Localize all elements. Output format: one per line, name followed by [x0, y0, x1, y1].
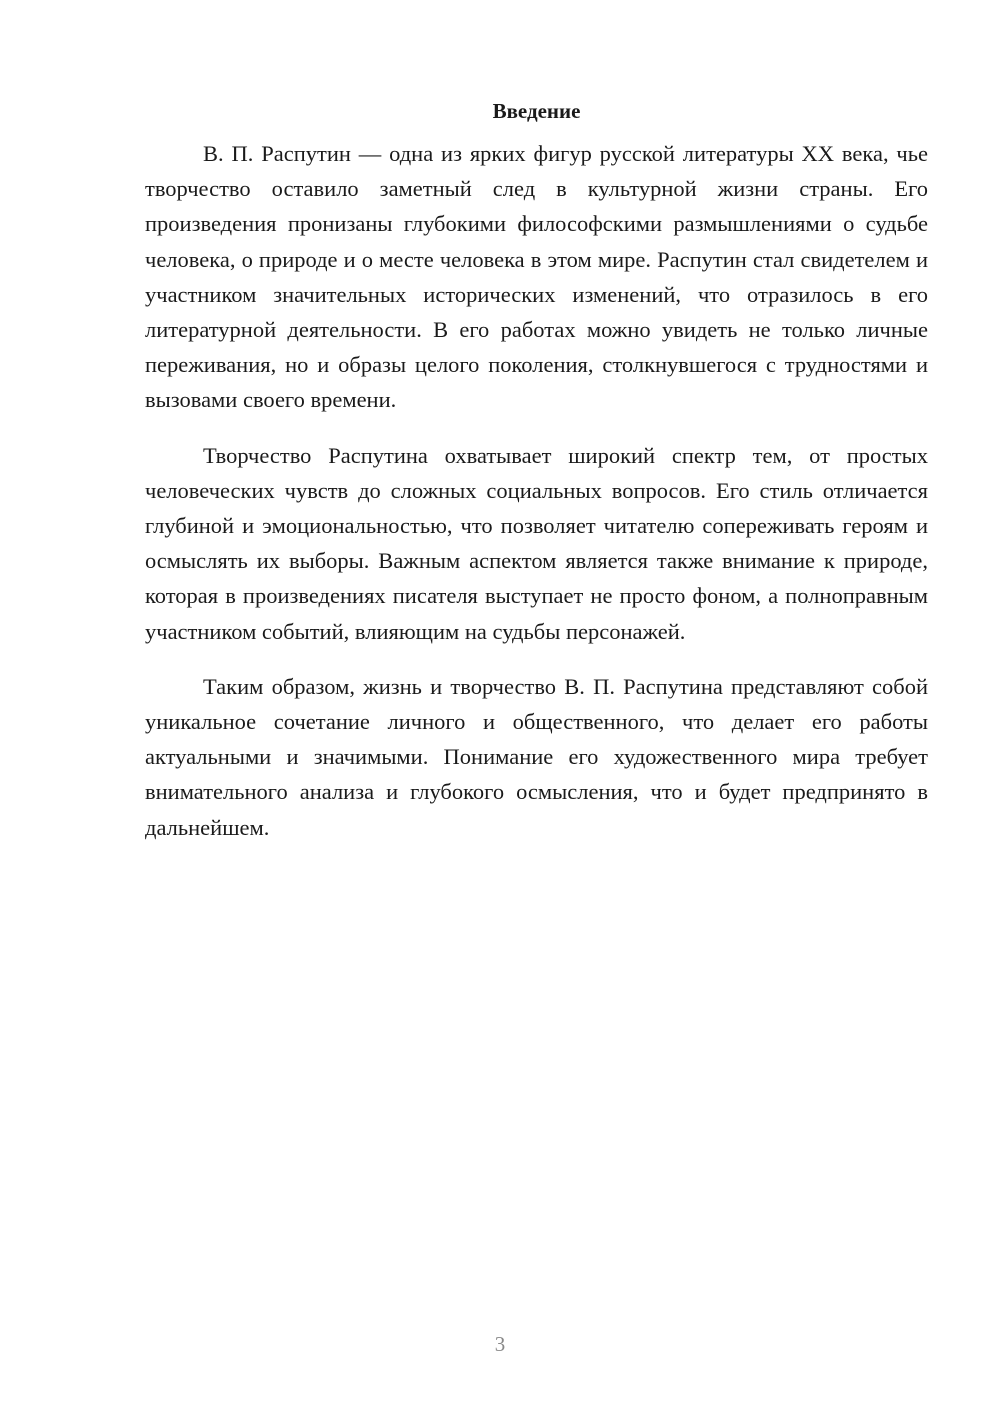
paragraph-1: В. П. Распутин — одна из ярких фигур русской литературы XX века, чье творчество оставило заметный след в культурной жизни страны. Его произведения пронизаны глубокими философскими размышлениями о судьбе человека, о природе и о месте человека в этом мире. Распутин стал свидетелем и участником значительных исторических изменений, что отразилось в его литературной деятельности. В его работах можно увидеть не только личные переживания, но и образы целого поколения, столкнувшегося с трудностями и вызовами своего времени.: [145, 141, 928, 413]
section-heading: Введение: [492, 99, 581, 123]
paragraph-2: Творчество Распутина охватывает широкий спектр тем, от простых человеческих чувств до сложных социальных вопросов. Его стиль отличается глубиной и эмоциональностью, что позволяет читателю сопереживать героям и осмыслять их выборы. Важным аспектом является также внимание к природе, которая в произведениях писателя выступает не просто фоном, а полноправным участником событий, влияющим на судьбы персонажей.: [145, 442, 928, 644]
paragraph-3: Таким образом, жизнь и творчество В. П. Распутина представляют собой уникальное сочетание личного и общественного, что делает его работы актуальными и значимыми. Понимание его художественного мира требует внимательного анализа и глубокого осмысления, что и будет предпринято в дальнейшем.: [145, 673, 928, 840]
page-number: 3: [494, 1332, 506, 1356]
page-content: [145, 94, 928, 865]
